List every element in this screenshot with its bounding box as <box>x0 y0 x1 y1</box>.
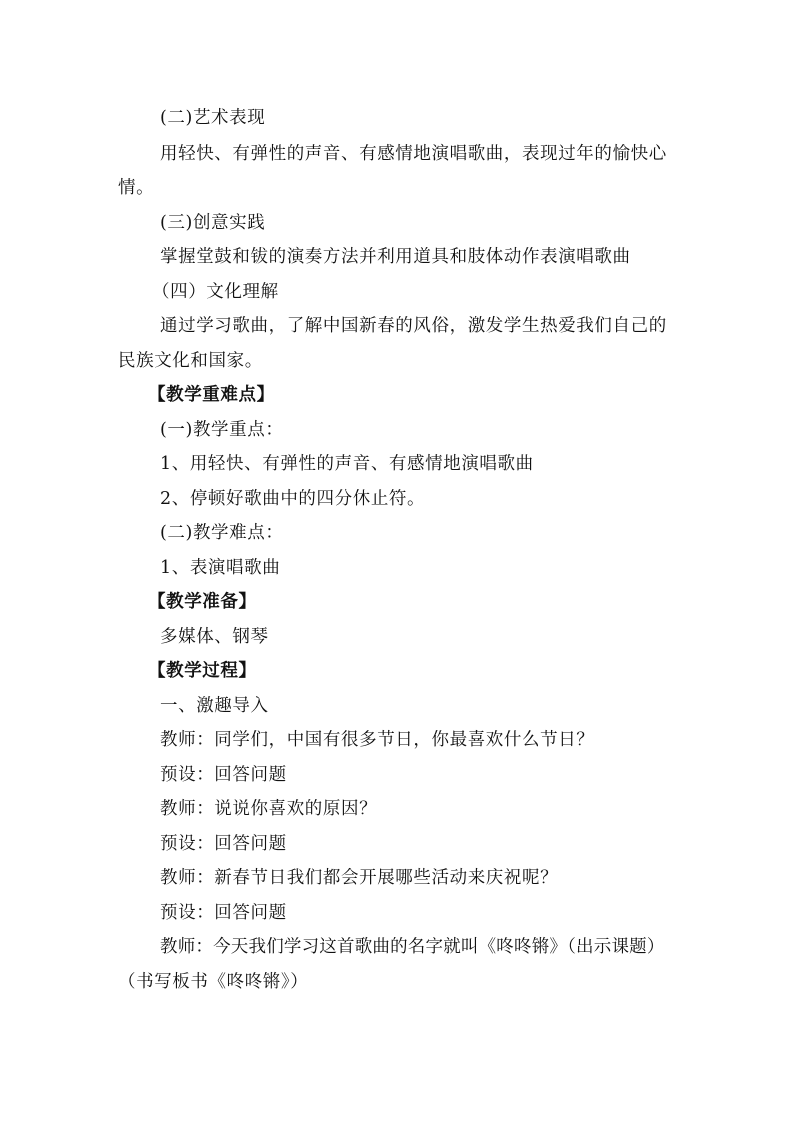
paragraph-line: 用轻快、有弹性的声音、有感情地演唱歌曲，表现过年的愉快心 <box>160 144 667 164</box>
dialogue-line: 教师：同学们，中国有很多节日，你最喜欢什么节日？ <box>160 730 595 750</box>
section-heading-process: 【教学过程】 <box>148 661 257 681</box>
paragraph-line: 情。 <box>118 178 155 198</box>
dialogue-line: 教师：今天我们学习这首歌曲的名字就叫《咚咚锵》（出示课题） <box>160 937 665 957</box>
dialogue-line: 预设：回答问题 <box>160 765 287 785</box>
heading-art-expression: (二)艺术表现 <box>160 108 266 128</box>
paragraph-line: 通过学习歌曲，了解中国新春的风俗，激发学生热爱我们自己的 <box>160 316 667 336</box>
dialogue-line: 预设：回答问题 <box>160 834 287 854</box>
paragraph-line: 民族文化和国家。 <box>118 351 263 371</box>
subheading-difficulties: (二)教学难点： <box>160 523 284 543</box>
subheading-introduction: 一、激趣导入 <box>160 696 269 716</box>
list-item: 1、表演唱歌曲 <box>160 558 281 578</box>
paragraph-line: 掌握堂鼓和钹的演奏方法并利用道具和肢体动作表演唱歌曲 <box>160 247 631 267</box>
paragraph-line: 多媒体、钢琴 <box>160 627 269 647</box>
section-heading-preparation: 【教学准备】 <box>148 592 257 612</box>
list-item: 2、停顿好歌曲中的四分休止符。 <box>160 489 426 509</box>
paragraph-line: （书写板书《咚咚锵》） <box>118 972 309 992</box>
section-heading-key-difficulties: 【教学重难点】 <box>148 385 275 405</box>
list-item: 1、用轻快、有弹性的声音、有感情地演唱歌曲 <box>160 454 534 474</box>
subheading-key-points: (一)教学重点： <box>160 420 284 440</box>
heading-cultural-understanding: （四）文化理解 <box>152 282 279 302</box>
dialogue-line: 教师：新春节日我们都会开展哪些活动来庆祝呢？ <box>160 868 559 888</box>
heading-creative-practice: (三)创意实践 <box>160 213 266 233</box>
dialogue-line: 预设：回答问题 <box>160 903 287 923</box>
dialogue-line: 教师：说说你喜欢的原因？ <box>160 799 378 819</box>
